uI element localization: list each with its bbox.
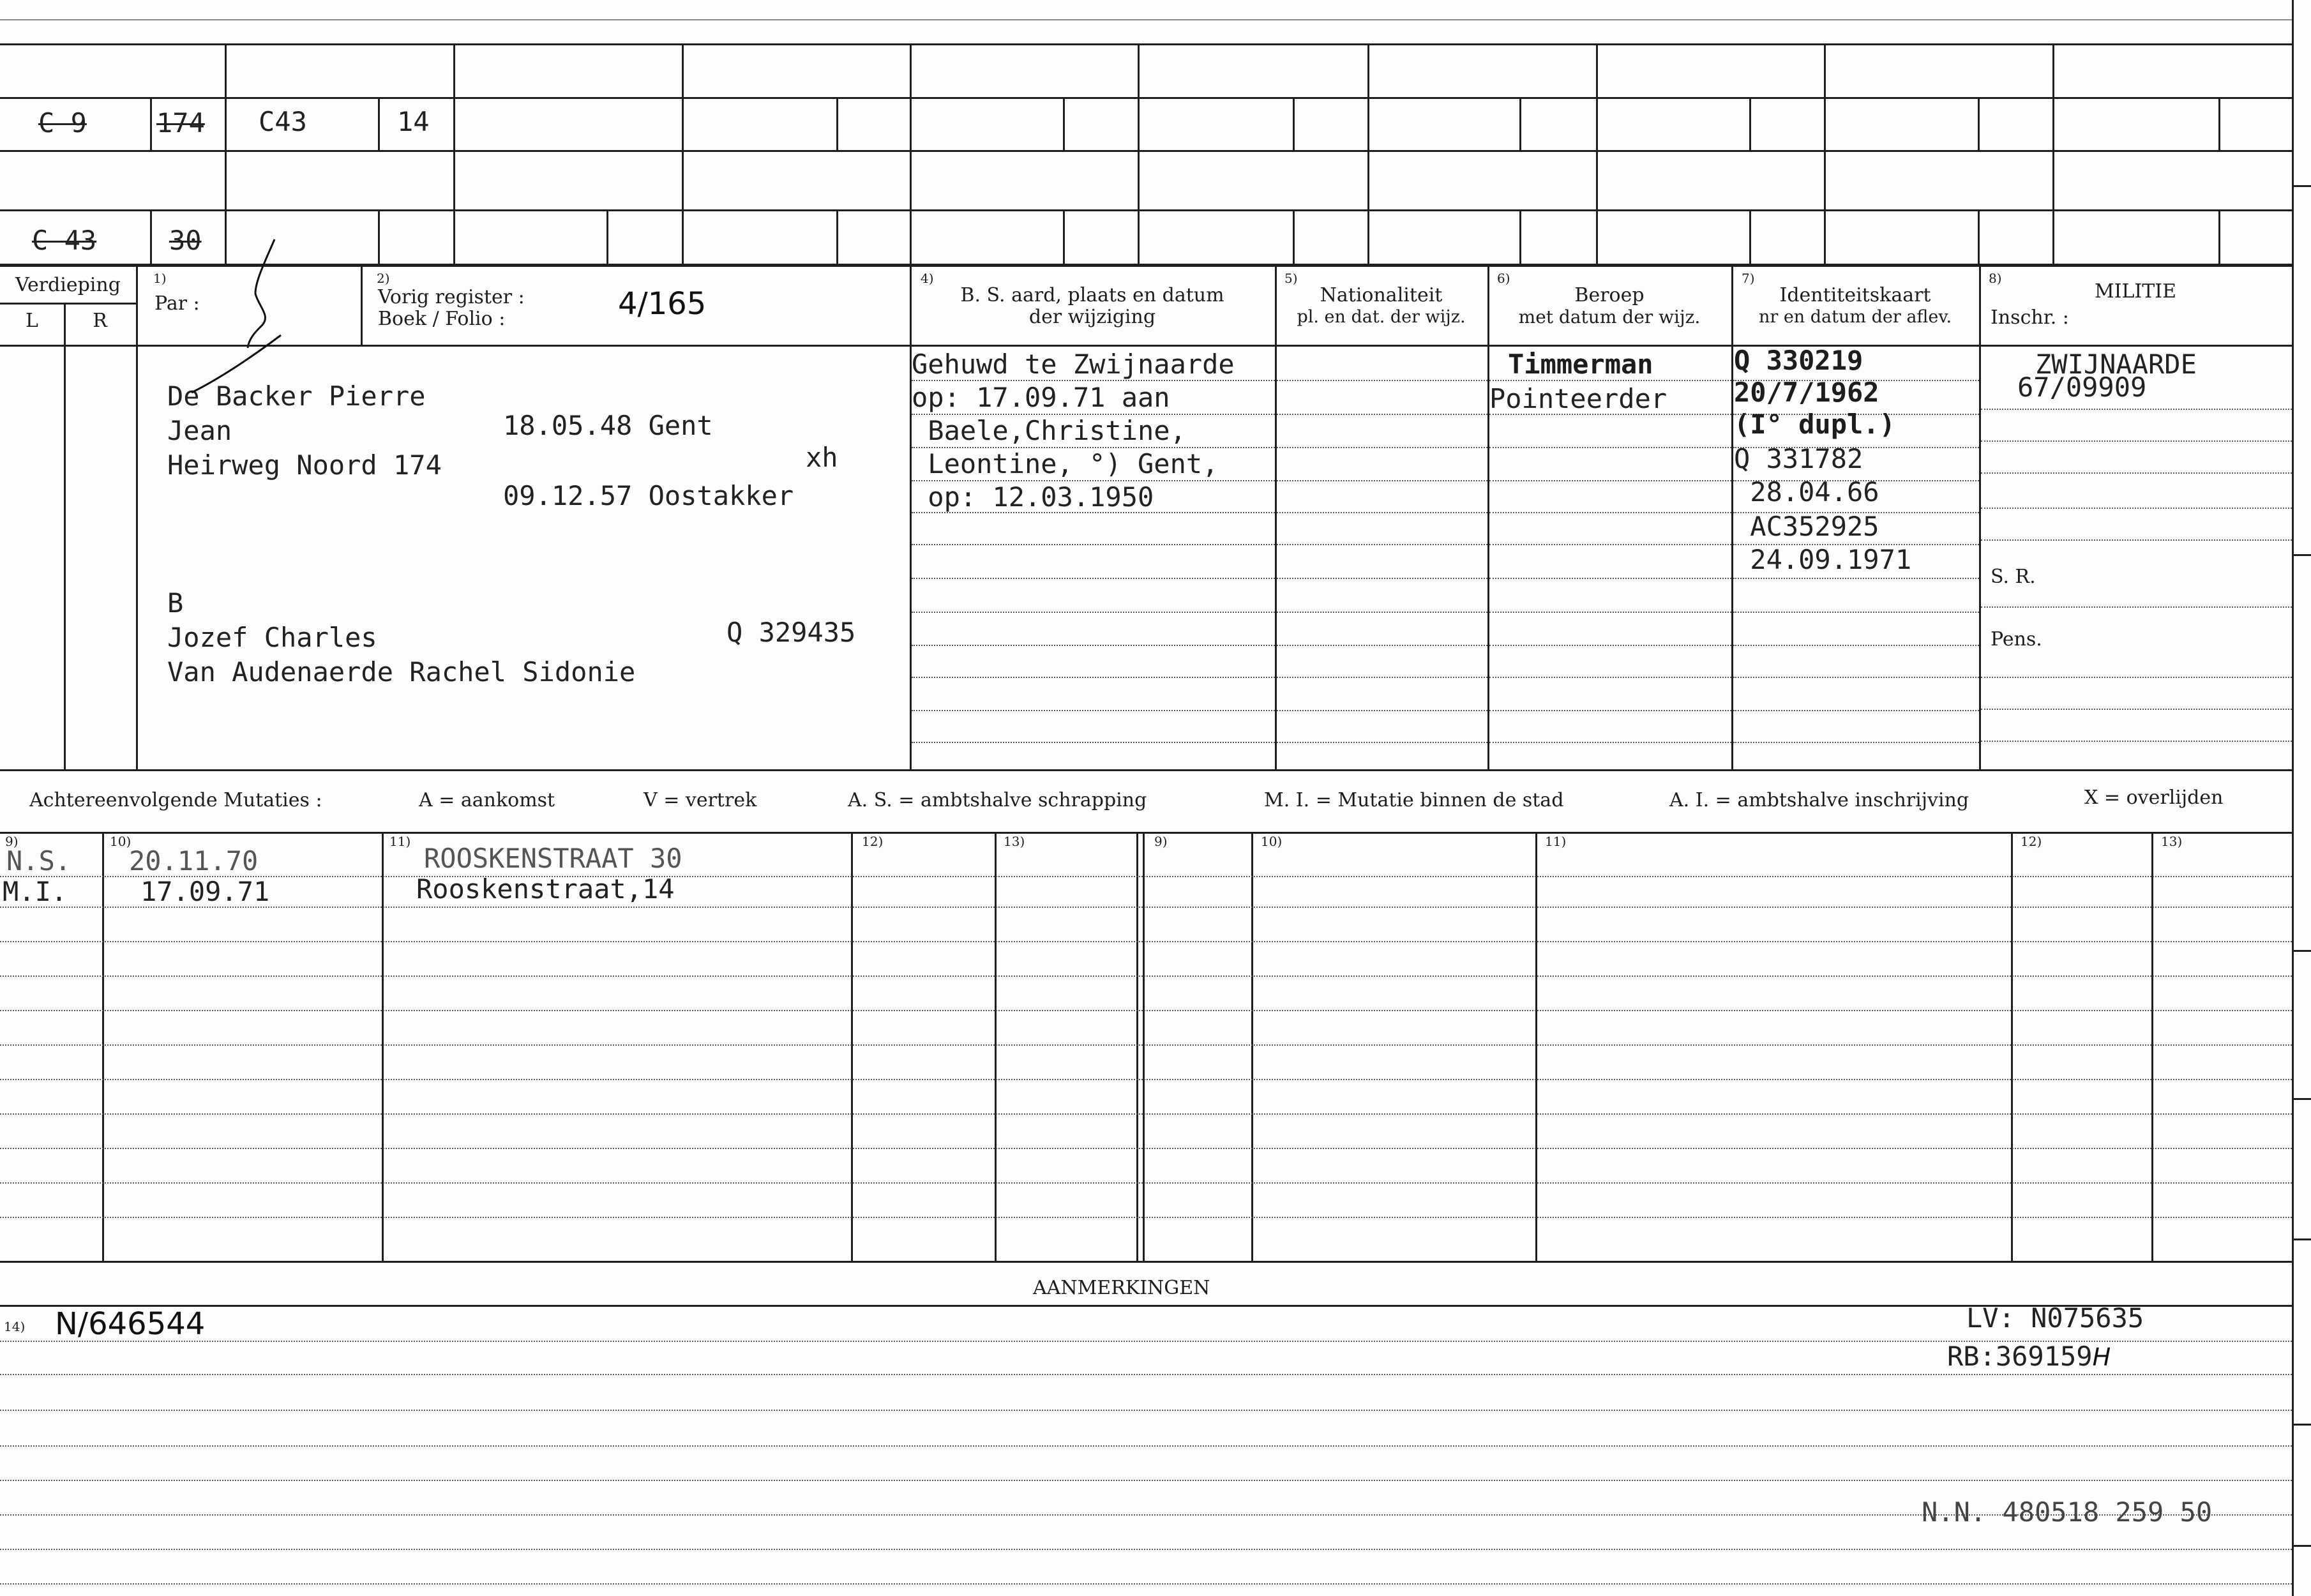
col-num-9: 9) <box>5 834 19 849</box>
bs-header-line1: B. S. aard, plaats en datum <box>960 284 1224 306</box>
col-num-11b: 11) <box>1545 834 1567 849</box>
mutation-2-address: Rooskenstraat,14 <box>416 873 675 905</box>
nat-num: 5) <box>1284 271 1298 286</box>
col-num-10b: 10) <box>1261 834 1283 849</box>
id-7: 24.09.1971 <box>1734 544 1912 575</box>
bs-line-5: op: 12.03.1950 <box>912 481 1154 513</box>
legend-title: Achtereenvolgende Mutaties : <box>29 789 322 811</box>
parent-code: B <box>167 587 184 619</box>
id-1: Q 330219 <box>1734 345 1863 376</box>
bs-line-3: Baele,Christine, <box>912 415 1186 446</box>
top-cell-c43-b: C 43 <box>32 225 97 256</box>
verdieping-label: Verdieping <box>15 274 121 296</box>
person-birth: 18.05.48 Gent <box>503 410 713 441</box>
beroep-num: 6) <box>1497 271 1510 286</box>
legend-ai: A. I. = ambtshalve inschrijving <box>1669 789 1969 811</box>
militie-header: MILITIE <box>2094 280 2177 303</box>
top-cell-c9: C 9 <box>38 107 87 139</box>
bs-num: 4) <box>921 271 934 286</box>
remarks-value: N/646544 <box>55 1306 206 1342</box>
nationaliteit-sub: pl. en dat. der wijz. <box>1297 307 1466 327</box>
militie-pens: Pens. <box>1991 628 2042 651</box>
col-num-12b: 12) <box>2021 834 2042 849</box>
person-arrival: 09.12.57 Oostakker <box>503 480 794 511</box>
father-name: Jozef Charles <box>167 622 377 653</box>
militie-inschr: Inschr. : <box>1991 306 2069 329</box>
id-2: 20/7/1962 <box>1734 377 1879 408</box>
militie-place: ZWIJNAARDE <box>2035 349 2197 380</box>
bs-line-2: op: 17.09.71 aan <box>912 382 1170 413</box>
person-mark: xh <box>806 442 838 473</box>
id-6: AC352925 <box>1734 511 1879 542</box>
militie-number: 67/09909 <box>2017 372 2147 403</box>
col-num-10: 10) <box>110 834 132 849</box>
id-5: 28.04.66 <box>1734 476 1879 508</box>
bs-line-4: Leontine, °) Gent, <box>912 448 1219 479</box>
r-label: R <box>93 310 107 332</box>
national-number: N.N. 480518 259 50 <box>1922 1496 2213 1528</box>
beroep-header: Beroep <box>1574 284 1645 306</box>
mutation-2-code: M.I. <box>3 876 68 907</box>
beroep-1: Timmerman <box>1508 349 1653 380</box>
legend-as: A. S. = ambtshalve schrapping <box>848 789 1147 811</box>
par-label: Par : <box>154 292 200 315</box>
person-first-name: Jean <box>167 415 232 446</box>
remarks-num: 14) <box>4 1319 26 1334</box>
bs-header-line2: der wijziging <box>1028 306 1156 328</box>
col-num-11: 11) <box>389 834 411 849</box>
bs-line-1: Gehuwd te Zwijnaarde <box>912 349 1235 380</box>
identiteitskaart-header: Identiteitskaart <box>1779 284 1931 306</box>
vorig-register-label: Vorig register : <box>378 286 525 308</box>
top-cell-174: 174 <box>156 107 205 139</box>
remarks-rb-suffix: H <box>2092 1343 2111 1371</box>
legend-v: V = vertrek <box>644 789 757 811</box>
col-num-13b: 13) <box>2161 834 2183 849</box>
beroep-sub: met datum der wijz. <box>1518 306 1701 327</box>
mother-name: Van Audenaerde Rachel Sidonie <box>167 656 636 688</box>
top-cell-14: 14 <box>397 106 430 137</box>
beroep-2: Pointeerder <box>1489 383 1667 414</box>
mutation-1-date: 20.11.70 <box>129 845 259 877</box>
top-cell-30: 30 <box>169 225 202 256</box>
identiteitskaart-sub: nr en datum der aflev. <box>1758 307 1952 327</box>
id-3: (I° dupl.) <box>1734 409 1895 440</box>
legend-a: A = aankomst <box>419 789 555 811</box>
vorig-num: 2) <box>377 271 390 286</box>
id-4: Q 331782 <box>1734 443 1863 474</box>
col-num-9b: 9) <box>1154 834 1168 849</box>
remarks-title: AANMERKINGEN <box>1033 1277 1210 1299</box>
mutation-1-address: ROOSKENSTRAAT 30 <box>424 843 682 874</box>
l-label: L <box>26 310 38 332</box>
id-num: 7) <box>1742 271 1755 286</box>
remarks-rb <box>1947 1341 2111 1372</box>
col-num-12: 12) <box>862 834 884 849</box>
militie-sr: S. R. <box>1991 566 2036 588</box>
remarks-rb-value: RB:369159 <box>1947 1341 2093 1372</box>
mutation-2-date: 17.09.71 <box>140 876 270 907</box>
mutation-1-code: N.S. <box>6 845 72 877</box>
boek-folio-label: Boek / Folio : <box>378 308 506 330</box>
father-id: Q 329435 <box>726 617 856 648</box>
mil-num: 8) <box>1989 271 2002 286</box>
legend-mi: M. I. = Mutatie binnen de stad <box>1264 789 1564 811</box>
remarks-lv: LV: N075635 <box>1966 1302 2144 1334</box>
boek-folio-value: 4/165 <box>618 286 707 322</box>
handwritten-stroke-2 <box>185 332 287 396</box>
top-cell-c43: C43 <box>259 106 307 137</box>
col-num-13: 13) <box>1004 834 1025 849</box>
par-num: 1) <box>153 271 167 286</box>
nationaliteit-header: Nationaliteit <box>1320 284 1443 306</box>
person-name: De Backer Pierre <box>167 380 426 412</box>
legend-x: X = overlijden <box>2084 787 2224 809</box>
person-address: Heirweg Noord 174 <box>167 449 442 481</box>
